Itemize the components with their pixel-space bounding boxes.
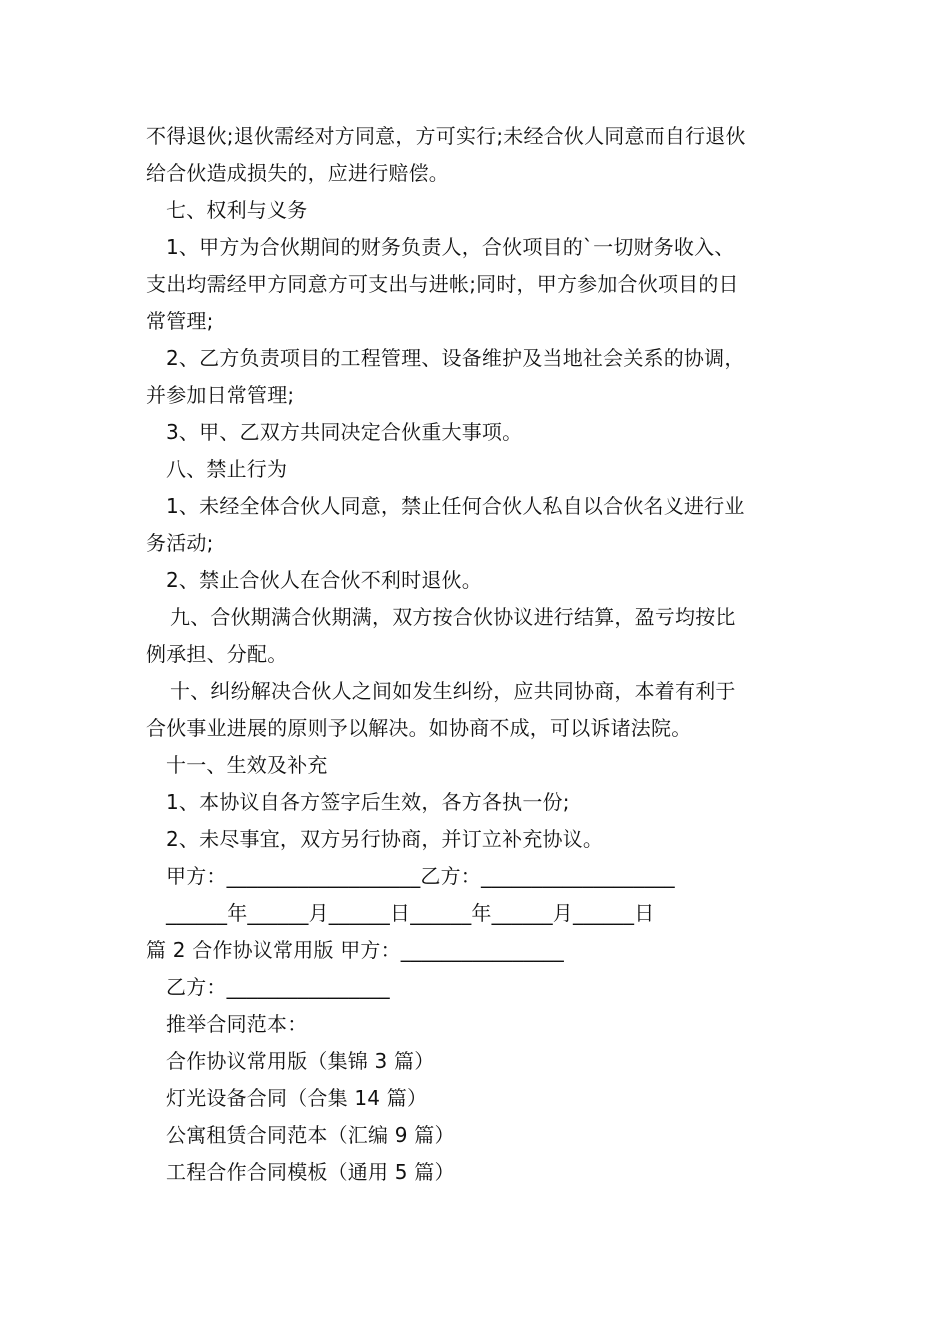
paragraph-line-13: 2、禁止合伙人在合伙不利时退伙。 <box>166 568 482 592</box>
recommend-link-1[interactable]: 合作协议常用版（集锦 3 篇） <box>166 1049 435 1073</box>
paragraph-line-20: 2、未尽事宜，双方另行协商，并订立补充协议。 <box>166 827 604 851</box>
recommend-link-2[interactable]: 灯光设备合同（合集 14 篇） <box>166 1086 428 1110</box>
document-body <box>146 118 811 1191</box>
article-2-heading: 篇 2 合作协议常用版 甲方：________________ <box>146 938 564 962</box>
recommend-link-3[interactable]: 公寓租赁合同范本（汇编 9 篇） <box>166 1123 455 1147</box>
paragraph-line-8: 并参加日常管理; <box>146 383 295 407</box>
section-heading-prohibited: 八、禁止行为 <box>166 457 288 481</box>
date-line: ______年______月______日______年______月______日 <box>166 901 655 925</box>
paragraph-line-11: 1、未经全体合伙人同意，禁止任何合伙人私自以合伙名义进行业 <box>166 494 745 518</box>
section-dispute-line-2: 合伙事业进展的原则予以解决。如协商不成，可以诉诸法院。 <box>146 716 692 740</box>
paragraph-line-7: 2、乙方负责项目的工程管理、设备维护及当地社会关系的协调， <box>166 346 745 370</box>
paragraph-line-12: 务活动; <box>146 531 214 555</box>
party-b-line: 乙方：________________ <box>166 975 390 999</box>
paragraph-line-9: 3、甲、乙双方共同决定合伙重大事项。 <box>166 420 523 444</box>
paragraph-line-6: 常管理; <box>146 309 214 333</box>
paragraph-line-1: 不得退伙;退伙需经对方同意，方可实行;未经合伙人同意而自行退伙 <box>146 124 746 148</box>
paragraph-line-5: 支出均需经甲方同意方可支出与进帐;同时，甲方参加合伙项目的日 <box>146 272 739 296</box>
section-heading-rights-duties: 七、权利与义务 <box>166 198 308 222</box>
section-expiry-line-1: 九、合伙期满合伙期满，双方按合伙协议进行结算，盈亏均按比 <box>170 605 736 629</box>
recommend-link-4[interactable]: 工程合作合同模板（通用 5 篇） <box>166 1160 455 1184</box>
section-dispute-line-1: 十、纠纷解决合伙人之间如发生纠纷，应共同协商，本着有利于 <box>170 679 736 703</box>
paragraph-line-2: 给合伙造成损失的，应进行赔偿。 <box>146 161 449 185</box>
signature-line: 甲方：___________________乙方：___________________ <box>166 864 675 888</box>
paragraph-line-19: 1、本协议自各方签字后生效，各方各执一份; <box>166 790 570 814</box>
recommend-heading: 推举合同范本： <box>166 1012 308 1036</box>
section-heading-effect: 十一、生效及补充 <box>166 753 328 777</box>
section-expiry-line-2: 例承担、分配。 <box>146 642 288 666</box>
paragraph-line-4: 1、甲方为合伙期间的财务负责人，合伙项目的`一切财务收入、 <box>166 235 735 259</box>
